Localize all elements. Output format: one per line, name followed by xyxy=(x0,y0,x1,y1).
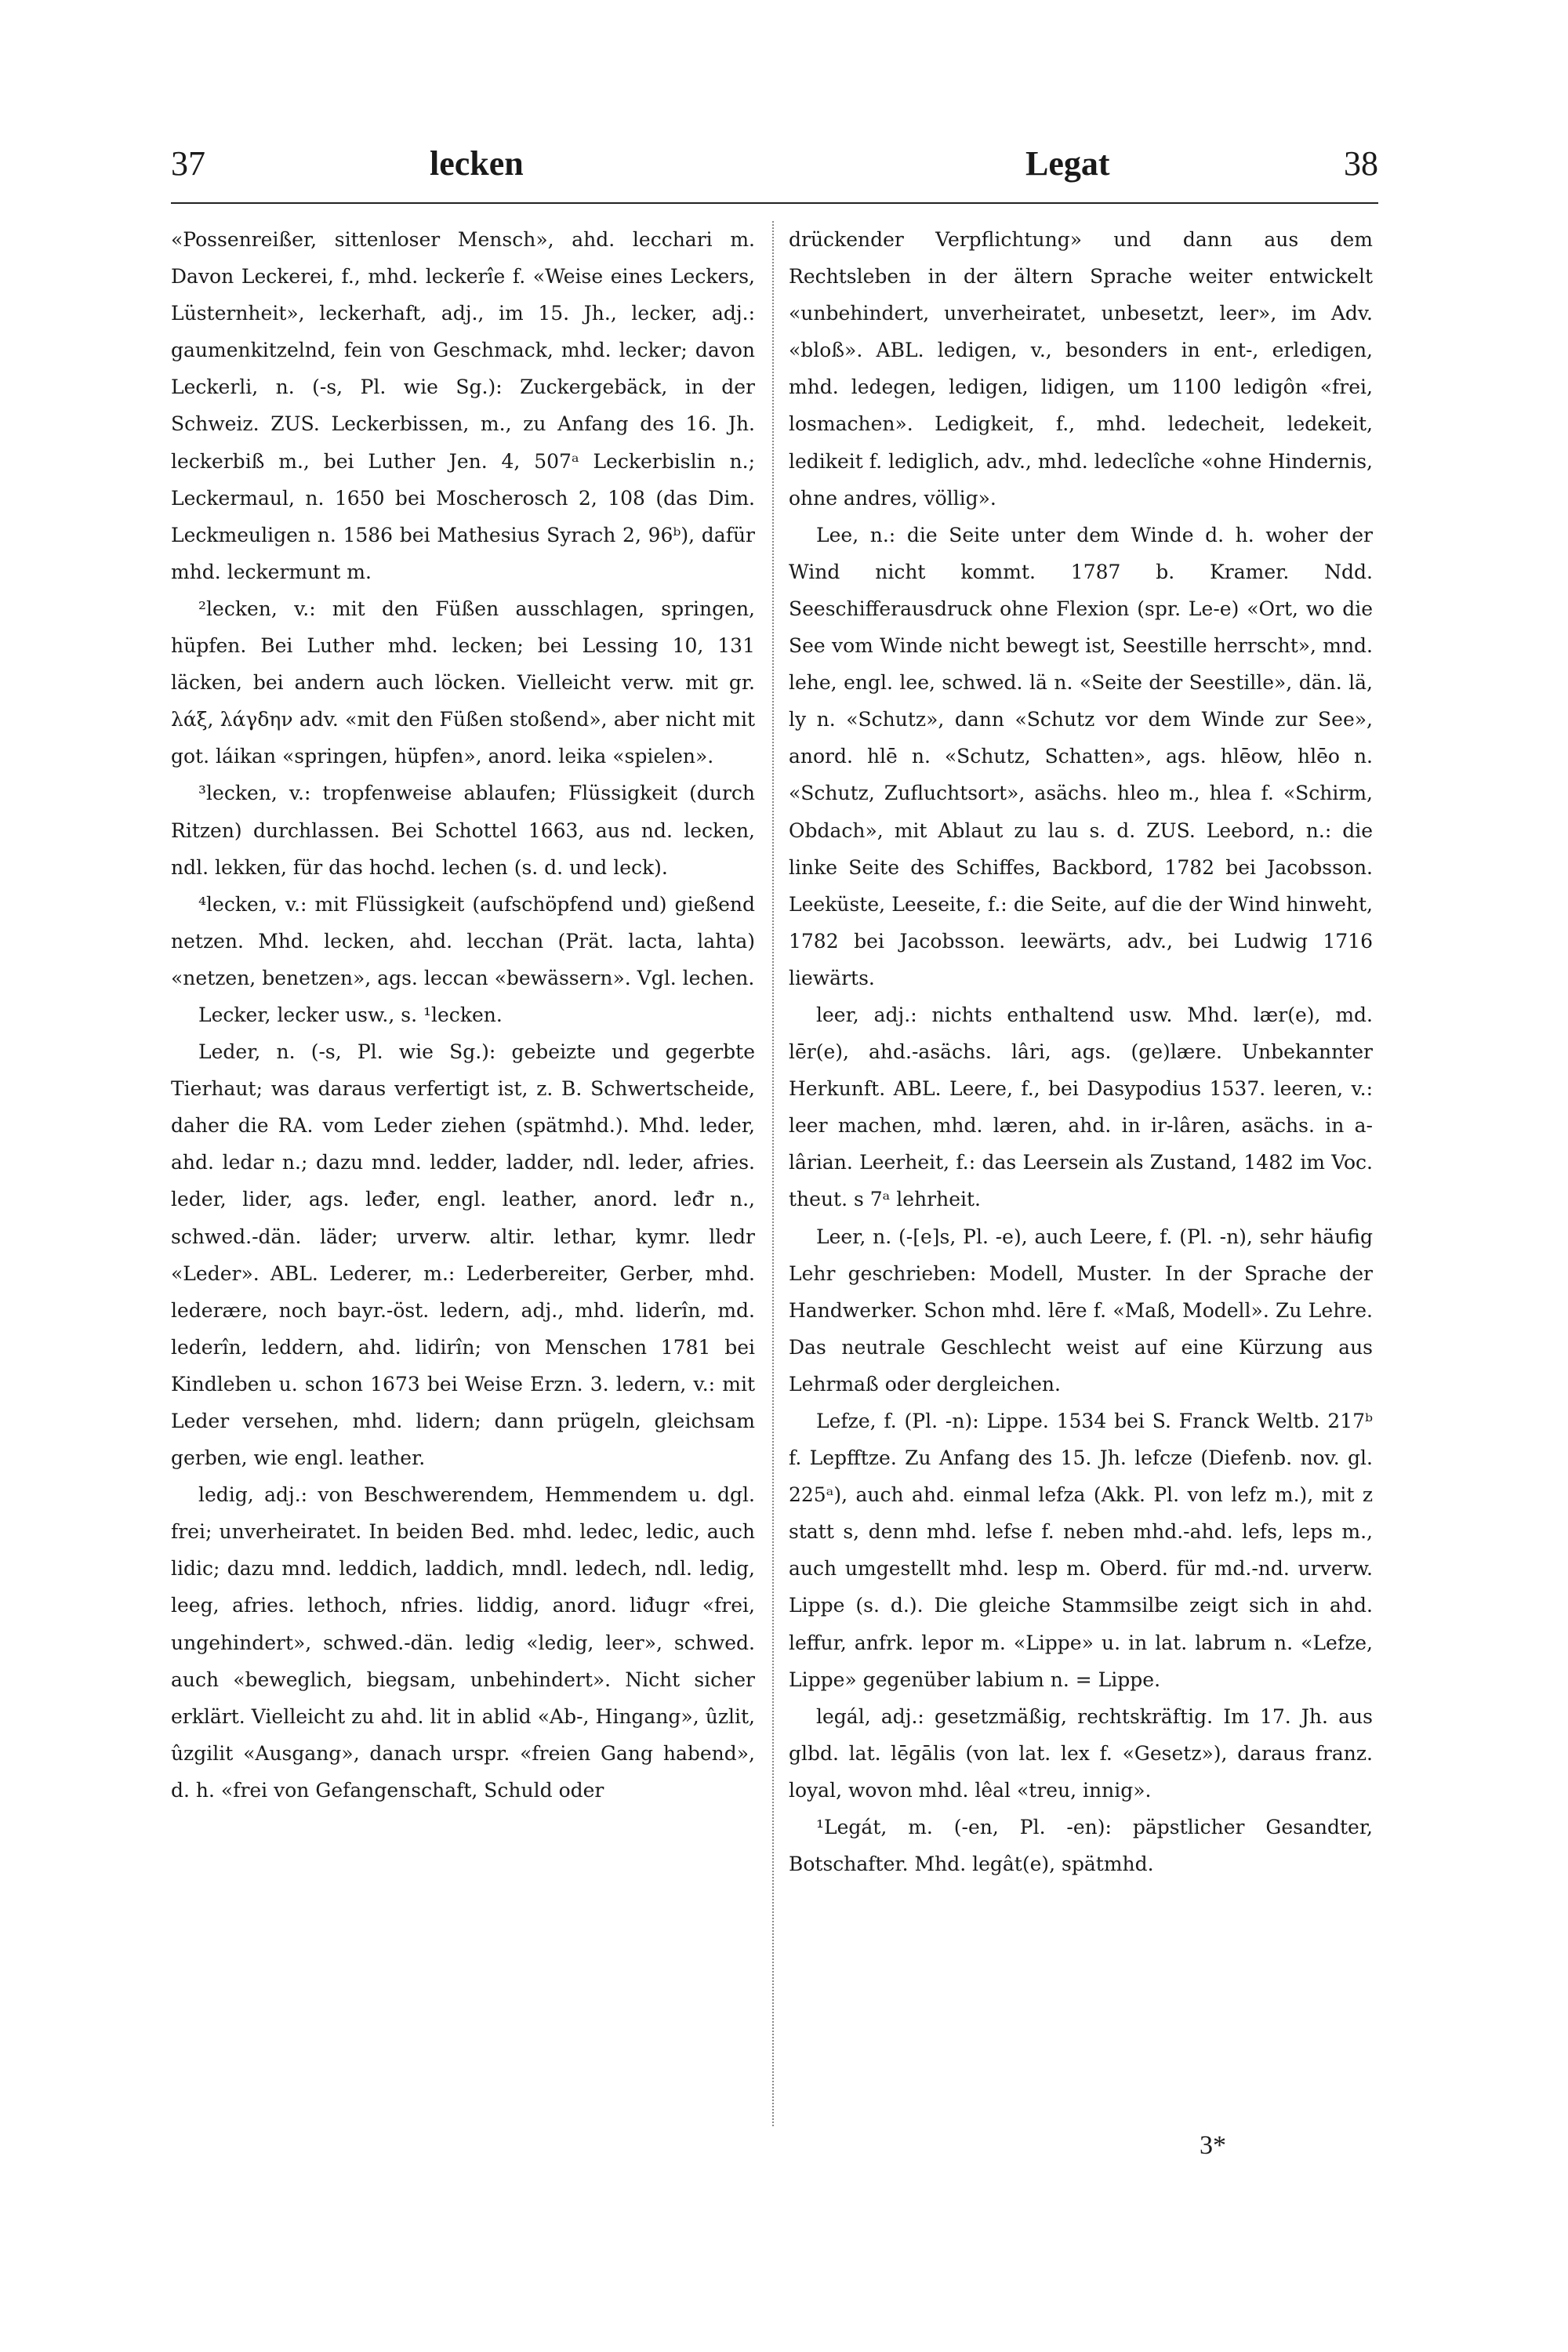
right-column xyxy=(789,221,1373,1882)
entry-paragraph: ²lecken, v.: mit den Füßen ausschlagen, springen, hüpfen. Bei Luther mhd. lecken; bei Lessing 10, 131 läcken, bei andern auch löcken. Vielleicht verw. mit gr. λάξ, λάγδην adv. «mit den Füßen stoßend», aber nicht mit got. láikan «springen, hüpfen», anord. leika «spielen». xyxy=(171,597,755,768)
entry-paragraph: Leer, n. (-[e]s, Pl. -e), auch Leere, f. (Pl. -n), sehr häufig Lehr geschrieben: Modell, Muster. In der Sprache der Handwerker. Schon mhd. lēre f. «Maß, Modell». Zu Lehre. Das neutrale Geschlecht weist auf eine Kürzung aus Lehrmaß oder dergleichen. xyxy=(789,1225,1373,1396)
page-number-left: 37 xyxy=(171,144,205,183)
guide-word-left: lecken xyxy=(430,144,524,183)
entry-paragraph: legál, adj.: gesetzmäßig, rechtskräftig. Im 17. Jh. aus glbd. lat. lēgālis (von lat. lex f. «Gesetz»), daraus franz. loyal, wovon mhd. lêal «treu, innig». xyxy=(789,1704,1373,1802)
entry-paragraph: Lecker, lecker usw., s. ¹lecken. xyxy=(198,1003,503,1026)
entry-paragraph: ⁴lecken, v.: mit Flüssigkeit (aufschöpfend und) gießend netzen. Mhd. lecken, ahd. lecchan (Prät. lacta, lahta) «netzen, benetzen», ags. leccan «bewässern». Vgl. lechen. xyxy=(171,892,755,989)
column-divider xyxy=(772,221,774,2126)
signature-mark: 3* xyxy=(1200,2131,1226,2160)
entry-paragraph: Leder, n. (-s, Pl. wie Sg.): gebeizte und gegerbte Tierhaut; was daraus verfertigt ist, z. B. Schwertscheide, daher die RA. vom Leder ziehen (spätmhd.). Mhd. leder, ahd. ledar n.; dazu mnd. ledder, ladder, ndl. leder, afries. leder, lider, ags. leđer, engl. leather, anord. leđr n., schwed.-dän. läder; urverw. altir. lethar, kymr. lledr «Leder». ABL. Lederer, m.: Lederbereiter, Gerber, mhd. lederære, noch bayr.-öst. ledern, adj., mhd. liderîn, md. lederîn, leddern, ahd. lidirîn; von Menschen 1781 bei Kindleben u. schon 1673 bei Weise Erzn. 3. ledern, v.: mit Leder versehen, mhd. lidern; dann prügeln, gleichsam gerben, wie engl. leather. xyxy=(171,1040,755,1470)
header-rule xyxy=(171,202,1378,204)
entry-paragraph: leer, adj.: nichts enthaltend usw. Mhd. lær(e), md. lēr(e), ahd.-asächs. lâri, ags. (ge)lære. Unbekannter Herkunft. ABL. Leere, f., bei Dasypodius 1537. leeren, v.: leer machen, mhd. læren, ahd. in ir-lâren, asächs. in a-lârian. Leerheit, f.: das Leersein als Zustand, 1482 im Voc. theut. s 7ᵃ lehrheit. xyxy=(789,1003,1373,1211)
entry-paragraph: drückender Verpflichtung» und dann aus dem Rechtsleben in der ältern Sprache weiter entwickelt «unbehindert, unverheiratet, unbesetzt, leer», im Adv. «bloß». ABL. ledigen, v., besonders in ent-, erledigen, mhd. ledegen, ledigen, lidigen, um 1100 ledigôn «frei, losmachen». Ledigkeit, f., mhd. ledecheit, ledekeit, ledikeit f. lediglich, adv., mhd. ledeclîche «ohne Hindernis, ohne andres, völlig». xyxy=(789,228,1373,510)
entry-paragraph: Lefze, f. (Pl. -n): Lippe. 1534 bei S. Franck Weltb. 217ᵇ f. Lepfftze. Zu Anfang des 15. Jh. lefcze (Diefenb. nov. gl. 225ᵃ), auch ahd. einmal lefza (Akk. Pl. von lefz m.), mit z statt s, denn mhd. lefse f. neben mhd.-ahd. lefs, leps m., auch umgestellt mhd. lesp m. Oberd. für md.-nd. urverw. Lippe (s. d.). Die gleiche Stammsilbe zeigt sich in ahd. leffur, anfrk. lepor m. «Lippe» u. in lat. labrum n. «Lefze, Lippe» gegenüber labium n. = Lippe. xyxy=(789,1410,1373,1691)
guide-word-right: Legat xyxy=(1025,144,1110,183)
entry-paragraph: ledig, adj.: von Beschwerendem, Hemmendem u. dgl. frei; unverheiratet. In beiden Bed. mhd. ledec, ledic, auch lidic; dazu mnd. leddich, laddich, mndl. ledech, ndl. ledig, leeg, afries. lethoch, nfries. liddig, anord. liđugr «frei, ungehindert», schwed.-dän. ledig «ledig, leer», schwed. auch «beweglich, biegsam, unbehindert». Nicht sicher erklärt. Vielleicht zu ahd. lit in ablid «Ab-, Hingang», ûzlit, ûzgilit «Ausgang», danach urspr. «freien Gang habend», d. h. «frei von Gefangenschaft, Schuld oder xyxy=(171,1483,755,1802)
entry-paragraph: «Possenreißer, sittenloser Mensch», ahd. lecchari m. Davon Leckerei, f., mhd. leckerîe f. «Weise eines Leckers, Lüsternheit», leckerhaft, adj., im 15. Jh., lecker, adj.: gaumenkitzelnd, fein von Geschmack, mhd. lecker; davon Leckerli, n. (-s, Pl. wie Sg.): Zuckergebäck, in der Schweiz. ZUS. Leckerbissen, m., zu Anfang des 16. Jh. leckerbiß m., bei Luther Jen. 4, 507ᵃ Leckerbislin n.; Leckermaul, n. 1650 bei Moscherosch 2, 108 (das Dim. Leckmeuligen n. 1586 bei Mathesius Syrach 2, 96ᵇ), dafür mhd. leckermunt m. xyxy=(171,228,755,583)
entry-paragraph: ¹Legát, m. (-en, Pl. -en): päpstlicher Gesandter, Botschafter. Mhd. legât(e), spätmhd. xyxy=(789,1816,1373,1876)
left-column xyxy=(171,221,755,1809)
entry-paragraph: ³lecken, v.: tropfenweise ablaufen; Flüssigkeit (durch Ritzen) durchlassen. Bei Schottel 1663, aus nd. lecken, ndl. lekken, für das hochd. lechen (s. d. und leck). xyxy=(171,782,755,879)
running-header xyxy=(171,137,1378,192)
entry-paragraph: Lee, n.: die Seite unter dem Winde d. h. woher der Wind nicht kommt. 1787 b. Kramer. Ndd. Seeschifferausdruck ohne Flexion (spr. Le-e) «Ort, wo die See vom Winde nicht bewegt ist, Seestille herrscht», mnd. lehe, engl. lee, schwed. lä n. «Seite der Seestille», dän. lä, ly n. «Schutz», dann «Schutz vor dem Winde zur See», anord. hlē n. «Schutz, Schatten», ags. hlēow, hlēo n. «Schutz, Zufluchtsort», asächs. hleo m., hlea f. «Schirm, Obdach», mit Ablaut zu lau s. d. ZUS. Leebord, n.: die linke Seite des Schiffes, Backbord, 1782 bei Jacobsson. Leeküste, Leeseite, f.: die Seite, auf die der Wind hinweht, 1782 bei Jacobsson. leewärts, adv., bei Ludwig 1716 liewärts. xyxy=(789,523,1373,989)
page-number-right: 38 xyxy=(1344,144,1378,183)
